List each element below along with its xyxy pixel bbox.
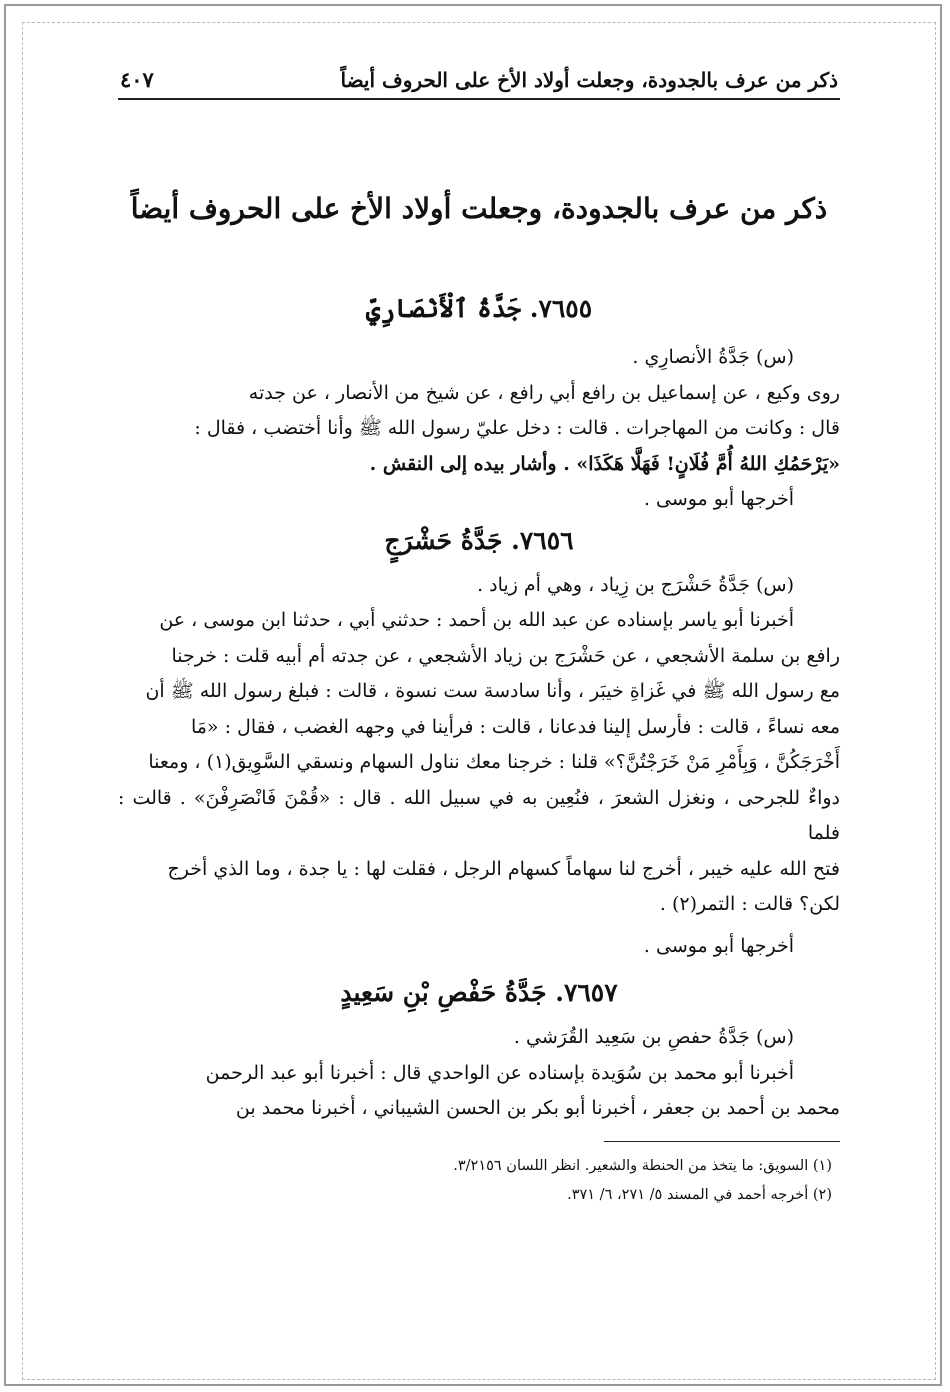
- entry-line: مع رسول الله ﷺ في غَزاةِ خيبَر ، وأنا سادسة ست نسوة ، قالت : فبلغ رسول الله ﷺ أن: [145, 680, 840, 702]
- entry-title: ٧٦٥٥. جَدَّةُ ٱلْأَنْصَارِيِّ: [365, 294, 593, 323]
- entry-line: قال : وكانت من المهاجرات . قالت : دخل عليّ رسول الله ﷺ وأنا أختضب ، فقال :: [194, 417, 840, 439]
- entry-line: (س) جَدَّةُ الأنصارِي .: [632, 346, 794, 368]
- entry-line: محمد بن أحمد بن جعفر ، أخبرنا أبو بكر بن الحسن الشيباني ، أخبرنا محمد بن: [235, 1097, 840, 1119]
- running-header: [118, 60, 840, 100]
- entry-line: (س) جَدَّةُ حفصِ بن سَعِيد القُرَشي .: [513, 1026, 794, 1048]
- entry-line: (س) جَدَّةُ حَشْرَج بن زِياد ، وهي أم زياد .: [477, 573, 794, 596]
- entry-line: أخرجها أبو موسى .: [643, 934, 794, 957]
- entry-line: دواءٌ للجرحى ، ونغزل الشعرَ ، فنُعِين به في سبيل الله . قال : «قُمْنَ فَانْصَرِفْنَ» . قالت : فلما: [118, 786, 840, 844]
- entry-line: أَخْرَجَكُنَّ ، وَبِأَمْرِ مَنْ خَرَجْتُنَّ؟» قلنا : خرجنا معك نناول السهام ونسقي السَّوِيق(١) ، ومعنا: [148, 751, 840, 773]
- entry-line: أخبرنا أبو ياسر بإسناده عن عبد الله بن أحمد : حدثني أبي ، حدثنا ابن موسى ، عن: [159, 609, 794, 631]
- entry-title: ٧٦٥٦. جَدَّةُ حَشْرَجٍ: [384, 525, 574, 555]
- footnote: (٢) أخرجه أحمد في المسند ٥/ ٢٧١، ٦/ ٣٧١.: [567, 1186, 832, 1203]
- entry-line: «يَرْحَمُكِ اللهُ أُمَّ فُلَانٍ! فَهَلَّا هَكَذَا» . وأشار بيده إلى النقش .: [369, 452, 840, 475]
- entry-line: أخرجها أبو موسى .: [643, 488, 794, 510]
- entry-7657: [118, 978, 840, 1127]
- entry-line: فتح الله عليه خيبر ، أخرج لنا سهاماً كسهام الرجل ، فقلت لها : يا جدة ، وما الذي أخرج: [167, 857, 840, 880]
- footnote-separator: [604, 1141, 840, 1142]
- entry-line: روى وكيع ، عن إسماعيل بن رافع أبي رافع ، عن شيخ من الأنصار ، عن جدته: [248, 381, 840, 404]
- entry-line: أخبرنا أبو محمد بن سُوَيدة بإسناده عن الواحدي قال : أخبرنا أبو عبد الرحمن: [205, 1061, 794, 1084]
- running-title: ذكر من عرف بالجدودة، وجعلت أولاد الأخ على الحروف أيضاً: [340, 68, 838, 92]
- entry-line: معه نساءً ، قالت : فأرسل إلينا فدعانا ، قالت : فرأينا في وجهه الغضب ، فقال : «مَا: [190, 715, 840, 738]
- book-page: [118, 60, 840, 1340]
- entry-7656: [118, 526, 840, 965]
- entry-7655: [118, 294, 840, 518]
- entry-line: رافع بن سلمة الأشجعي ، عن حَشْرَج بن زياد الأشجعي ، عن جدته أم أبيه قلت : خرجنا: [171, 644, 840, 667]
- footnote: (١) السويق: ما يتخذ من الحنطة والشعير. انظر اللسان ٣/٢١٥٦.: [453, 1157, 832, 1174]
- chapter-title: ذكر من عرف بالجدودة، وجعلت أولاد الأخ على الحروف أيضاً: [130, 192, 828, 225]
- page-number: ٤٠٧: [120, 67, 154, 92]
- entry-title: ٧٦٥٧. جَدَّةُ حَفْصِ بْنِ سَعِيدٍ: [340, 978, 618, 1007]
- entry-line: لكن؟ قالت : التمر(٢) .: [659, 893, 840, 915]
- footnotes: [118, 1152, 840, 1210]
